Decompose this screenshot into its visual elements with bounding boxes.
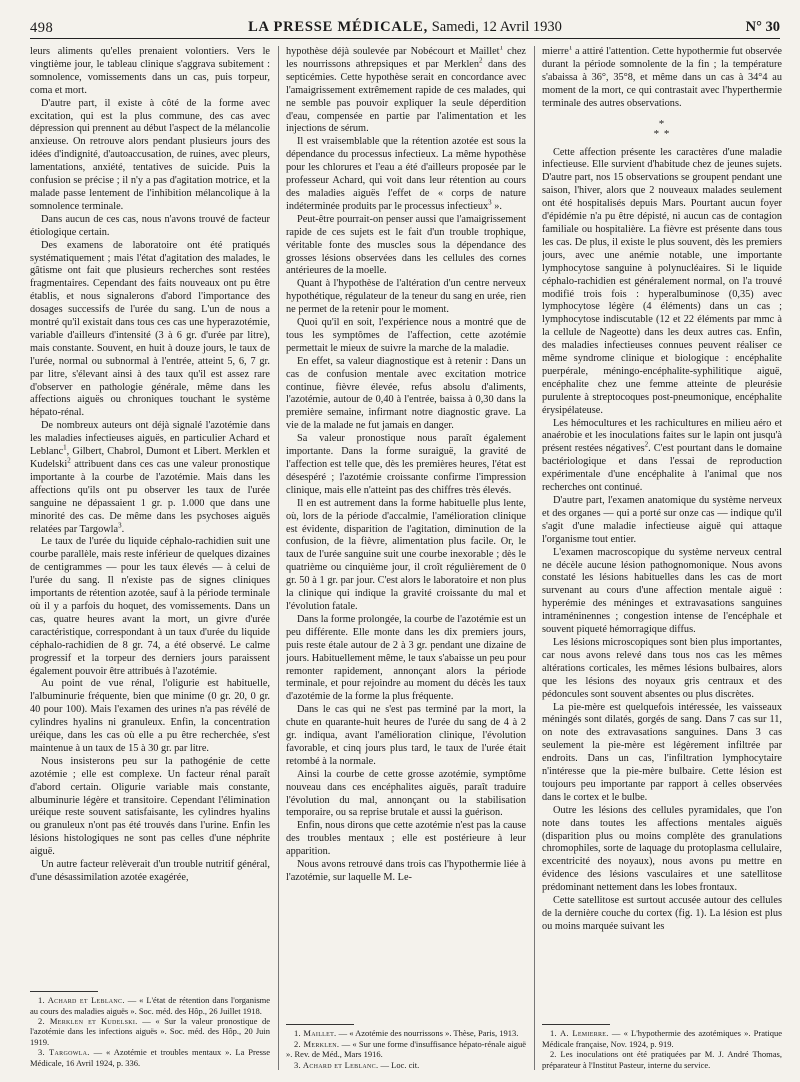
running-head [30,16,780,39]
paragraph: Dans aucun de ces cas, nous n'avons trouvé de facteur étiologique certain. [30,213,270,238]
paragraph: Cette satellitose est surtout accusée autour des cellules de la dernière couche du cortex (fig. 1). La lésion est plus ou moins marquée suivant les [542,895,782,932]
column-2 [286,46,526,1070]
paragraph: Ainsi la courbe de cette grosse azotémie, symptôme nouveau dans ces encéphalites aiguës, paraît traduire l'évolution du mal, annonçant ou la stabilisation temporaire, ou sa reprise brutale et aussi la guérison. [286,768,526,819]
footnote-author: 1. Achard et Leblanc. [38,995,125,1006]
paragraph: Cette affection présente les caractères d'une maladie infectieuse. Elle survient d'habitude chez de jeunes sujets. D'autre part, nos 15 observations se groupent pendant une saison, l'hiver, alors que 2 nouveaux malades seulement ont été hospitalisés depuis Mars. Pourtant aucun foyer d'épidémie n'a pu être dépisté, ni aucun cas de contagion familiale ou hospitalière. La fièvre est présente dans tous les cas. De plus, il existe le plus souvent, dès les premiers jours, avec une anémie notable, une importante lymphocytose sanguine à polynucléaires. Si le liquide céphalo-rachidien est généralement normal, on l'a trouvé modifié trois fois : hyperalbuminose (0,35) avec lymphocytose légère (4 éléments) dans un cas ; lymphocytose indiscutable (12 et 22 éléments par mmc à la cellule de Nageotte) dans les deux autres cas. Enfin, des maladies infectieuses connues peuvent réaliser ce même syndrome clinique et biologique : encéphalite puerpérale, méningo-encéphalite-syphilitique aiguë, encéphalite chez une femme atteinte de pleurésie purulente à streptocoques post-pneumonique, encéphalite érysipélateuse. [542,146,782,416]
footnote-call: 3 [118,521,122,530]
footnote-text: — « Azotémie des nourrissons ». Thèse, Paris, 1913. [336,1028,519,1039]
footnote-call: 3 [488,198,492,207]
paragraph: Un autre facteur relèverait d'un trouble nutritif général, d'une désassimilation azotée exagérée, [30,859,270,883]
text-run: Les hémocultures et les rachicultures en milieu aéro et anaérobie et les inoculations faites sur le lapin ont jusqu'à présent restées négatives [542,417,782,455]
footnote-text: — « Sur une forme d'insuffisance hépato-rénale aiguë ». Rev. de Méd., Mars 1916. [286,1038,526,1060]
paragraph: Enfin, nous dirons que cette azotémie n'est pas la cause des troubles mentaux ; elle est postérieure à leur apparition. [286,820,526,858]
page-number: 498 [30,20,54,36]
paragraph: En effet, sa valeur diagnostique est à retenir : Dans un cas de confusion mentale avec excitation motrice continue, fièvre élevée, refus absolu d'aliments, l'azotémie, autour de 0,40 à l'entrée, baissa à 0,30 dans la première semaine, infirmant notre diagnostic grave. La vie de la malade ne fut jamais en danger. [286,355,526,432]
footnote-call: 2 [644,440,649,449]
footnote-call: 1 [499,46,503,52]
paragraph: Dans le cas qui ne s'est pas terminé par la mort, la chute en quarante-huit heures de l'urée du sang de 4 à 2 gr. indiqua, avant l'amélioration clinique, l'évolution favorable, et cinq jours plus tard, le taux de l'urée était retombé à la normale. [286,704,526,767]
footnote: 2. Les inoculations ont été pratiquées par M. J. André Thomas, préparateur à l'Institut Pasteur, interne du service. [542,1049,782,1070]
text-run: hypothèse déjà soulevée par Nobécourt et Maillet [286,46,500,57]
column-1-body [30,46,270,885]
issue-number: N° 30 [745,19,780,35]
paragraph: Quant à l'hypothèse de l'altération d'un centre nerveux hypothétique, régulateur de la teneur du sang en urée, rien ne permet de la retenir pour le moment. [286,278,526,316]
paragraph: Nous insisterons peu sur la pathogénie de cette azotémie ; elle est complexe. Un facteur rénal paraît d'abord certain. Oligurie variable mais constante, albuminurie légère et transitoire. Cependant l'élimination uréique reste souvent satisfaisante, les cylindres hyalins ou granuleux n'ont pas été trouvés dans l'urine. Enfin les lésions histologiques ne sont pas celles d'une néphrite aiguë. [30,755,270,858]
footnote-rule [286,1024,354,1025]
text-run: ». [491,200,502,212]
paragraph: Sa valeur pronostique nous paraît également importante. Dans la forme suraiguë, la gravité de l'affection est telle que, dès les premières heures, l'état est désespéré ; l'azotémie croissante confirme l'impression clinique, mais elle n'atteint pas des chiffres très élevés. [286,433,526,496]
footnote-author: 1. A. Lemierre. [550,1028,609,1039]
paragraph: leurs aliments qu'elles prenaient volontiers. Vers le vingtième jour, le tableau clinique s'aggrava subitement : somnolence, vomissements dans un cas, puis torpeur, coma et mort. [30,46,270,96]
text-run: . [121,523,125,535]
footnote-text: — Loc. cit. [378,1059,420,1070]
footnote-author: 1. Maillet. [294,1028,337,1039]
column-3 [542,46,782,1070]
footnote-call: 1 [568,46,573,52]
text-run: attribuent dans ces cas une valeur pronostique importante à la courbe de l'azotémie. Mais dans les affections qu'ils ont pu observer les taux de l'urée sanguine ne dépassaient 1 gr. p. 1.000 que dans une minorité des cas. De même dans les psychoses aiguës relatées par Targowla [30,459,270,535]
paragraph [542,418,782,495]
paragraph: D'autre part, il existe à côté de la forme avec excitation, qui est la plus commune, des cas avec dépression qui prennent au début l'aspect de la mélancolie anxieuse. On retrouve alors pendant plusieurs jours des idées d'indignité, d'autoaccusation, de ruines, avec pleurs, lamentations, anxiété, tentatives de suicide. Puis la confusion se précise ; il n'y a pas d'agitation motrice, et la malade passe lentement de l'inhibition mélancolique à la somnolence terminale. [30,97,270,212]
footnote [286,1060,526,1070]
paragraph [30,420,270,536]
footnote [30,1047,270,1068]
footnote-call: 1 [63,443,67,452]
footnote-call: 2 [67,456,71,465]
text-run: . C'est pourtant dans le domaine bactériologique et dans l'essai de reproduction expérimentale d'une encéphalite à l'animal que nos recherches ont continué. [542,443,782,494]
text-run: mierre [542,46,569,57]
column-2-body [286,46,526,885]
footnote-text: — « Sur la valeur pronostique de l'azotémie dans les infections aiguës ». Soc. méd. des Hôp., 20 Juin 1919. [30,1015,270,1047]
paragraph: La pie-mère est quelquefois intéressée, les vaisseaux méningés sont dilatés, gorgés de sang. Dans 7 cas sur 11, on note des extravasations sanguines. Dans 3 cas seulement la pie-mère est légèrement infiltrée par endroits. Dans un cas, l'infiltration lymphocytaire n'intéresse que la pie-mère bulbaire. Cette lésion est toujours peu importante par rapport à celles observées dans le cortex et le bulbe. [542,701,782,803]
footnote-rule [30,991,98,992]
journal-name: LA PRESSE MÉDICALE, [248,19,429,35]
footnote [30,1016,270,1047]
paragraph [286,136,526,213]
text-run: Il est vraisemblable que la rétention azotée est sous la dépendance du processus infectieux. La même hypothèse pour les chlorures et l'eau a été d'ailleurs proposée par le professeur Achard, qui voit dans leur rétention au cours des maladies aiguës l'effet de « corps de nature indéterminée produits par le processus infectieux [286,136,526,212]
paragraph: D'autre part, l'examen anatomique du système nerveux et des organes — qui a porté sur onze cas — indique qu'il s'agit d'une maladie infectieuse aiguë qui attaque l'organisme tout entier. [542,495,782,545]
footnote-rule [542,1024,610,1025]
paragraph: Dans la forme prolongée, la courbe de l'azotémie est un peu différente. Elle monte dans les dix premiers jours, puis reste étale autour de 2 à 3 gr. pendant une dizaine de jours. Habituellement même, le taux s'abaisse un peu pour remonter rapidement, annonçant alors la période terminale, et pour rejoindre au moment du décès les taux d'azotémie de la forme la plus fréquente. [286,613,526,703]
footnote-text: — « Azotémie et troubles mentaux ». La Presse Médicale, 16 Avril 1924, p. 336. [30,1047,270,1068]
paragraph: Outre les lésions des cellules pyramidales, que l'on note dans toutes les affections mentales aiguës (disparition plus ou moins complète des granulations chromophiles, sorte de laquage du protoplasma cellulaire, excentricité des noyaux), nous avons pu mettre en évidence des lésions vasculaires et une satellitose prédominant nettement dans les lobes frontaux. [542,804,782,894]
column-divider [534,46,535,1070]
text-run: chez les nourrissons athrepsiques et par Merklen [286,46,526,70]
paragraph: Peut-être pourrait-on penser aussi que l'amaigrissement rapide de ces sujets est le fait d'un trouble trophique, véritable fonte des muscles sous la dépendance des grosses lésions observées dans les cellules des cornes antérieures de la moelle. [286,213,526,277]
footnote [286,1039,526,1060]
footnote [286,1028,526,1038]
column-divider [278,46,279,1070]
paragraph: Quoi qu'il en soit, l'expérience nous a montré que de tous les symptômes de l'affection, cette azotémie permettait le mieux de suivre la marche de la maladie. [286,317,526,354]
footnotes [30,991,270,1068]
footnote-text: — « L'état de rétention dans l'organisme au cours des maladies aiguës ». Soc. méd. des Hôp., 26 Juillet 1918. [30,995,270,1016]
issue-date: Samedi, 12 Avril 1930 [428,19,562,35]
paragraph: Des examens de laboratoire ont été pratiqués systématiquement ; mais l'état d'agitation des malades, le gâtisme ont fait que plusieurs recherches sont restées fragmentaires. Cependant des faits nouveaux ont pu être établis, et nous signalerons d'abord l'importance des dosages successifs de l'urée du sang. L'un de nous a montré qu'il existait dans tous ces cas une hyperazotémie, variable d'ailleurs d'intensité (3 à 6 gr. d'urée par litre), mais constante. Souvent, en huit à douze jours, le taux de l'urée, normal ou subnormal à l'entrée, atteint 5, 6, 7 gr. par litre, s'élevant ainsi à des taux qu'il est assez rare d'observer en pathologie générale, même dans les affections aiguës ou chroniques touchant le système hépato-rénal. [30,239,270,419]
section-asterism [542,119,782,139]
text-run: , Gilbert, Chabrol, Dumont et Libert. Merklen et Kudelski [30,446,270,470]
footnotes [542,1024,782,1070]
paragraph: Les lésions microscopiques sont bien plus importantes, car nous avons relevé dans tous nos cas les mêmes altérations corticales, les mêmes lésions bulbaires, alors que les lésions des noyaux gris centraux et des pédoncules sont souvent absentes ou plus discrètes. [542,636,782,700]
footnote-text: — « L'hypothermie des azotémiques ». Pratique Médicale française, Nov. 1924, p. 919. [542,1028,782,1049]
paragraph [542,46,782,111]
text-run: dans des septicémies. Cette hypothèse serait en concordance avec l'amaigrissement extrêmement rapide de ces malades, qui ne semble pas pouvoir expliquer la seule déperdition d'eau, compensée en partie par l'alimentation et les injections de sérum. [286,58,526,135]
footnote-author: 3. Achard et Leblanc. [294,1059,379,1070]
text-run: De nombreux auteurs ont déjà signalé l'azotémie dans les maladies infectieuses aiguës, en particulier Achard et Leblanc [30,420,270,458]
footnote [542,1028,782,1049]
paragraph: Il en est autrement dans la forme habituelle plus lente, où, lors de la période d'accalmie, l'amélioration clinique est évidente, disparition de l'agitation, diminution de la confusion, de la fièvre, alimentation plus facile. Or, le taux de l'urée sanguine suit une courbe inexorable ; dès le quatrième ou cinquième jour, il croît régulièrement de 0 gr. 50 à 1 gr. par jour. C'est alors le laboratoire et non plus la clinique qui indique la gravité croissante du mal et l'évolution fatale. [286,497,526,612]
text-columns [30,46,780,1070]
footnote-call: 2 [479,56,483,65]
paragraph: Le taux de l'urée du liquide céphalo-rachidien suit une courbe parallèle, mais reste inférieur de quelques dizaines de centigrammes — pour les taux élevés — à celui de l'urée du sang. Il n'existe pas de signes cliniques importants de rétention azotée, sauf à la période terminale où il y a parfois du hoquet, des vomissements. Dans un cas, quatre heures avant la mort, un givre d'urée caractéristique, correspondant à un taux d'urée du liquide céphalo-rachidien de 8 gr. 74, a été observé. Le calme progressif et la torpeur des derniers jours paraissent également pouvoir être attribués à l'azotémie. [30,536,270,677]
paragraph: Au point de vue rénal, l'oligurie est habituelle, l'albuminurie fréquente, bien que minime (0 gr. 20, 0 gr. 40 pour 100). Mais l'examen des urines n'a pas révélé de cylindres hyalins ni granuleux. Enfin, la concentration uréique, dans les cas où elle a pu être recherchée, s'est maintenue à un taux de 15 à 30 gr. par litre. [30,678,270,754]
paragraph [286,46,526,136]
header-title [30,19,780,36]
paragraph: L'examen macroscopique du système nerveux central ne décèle aucune lésion pathognomonique. Nous avons constaté les lésions habituelles dans les cas de mort survenant au cours d'une affection mentale aiguë : hyperémie des méninges et extravasations sanguines intraméninennes ; congestion intense de l'encéphale et souvent piqueté hémorragique diffus. [542,546,782,636]
column-3-body [542,46,782,934]
footnote-author: 2. Merklen. [294,1038,340,1049]
footnote-author: 2. Merklen et Kudelski. [38,1015,138,1026]
footnote-author: 3. Targowla. [38,1047,90,1058]
column-1 [30,46,270,1070]
asterism-top: * [658,117,666,130]
text-run: a attiré l'attention. Cette hypothermie fut observée durant la période somnolente de la fin ; la température s'abaissa à 36°, 35°8, et même dans un cas à 34°4 au moment de la mort, ce qui contrastait avec l'hyperthermie terminale des autres observations. [542,46,782,109]
footnotes [286,1024,526,1070]
footnote [30,995,270,1016]
asterism-bottom: * * [653,127,671,140]
paragraph: Nous avons retrouvé dans trois cas l'hypothermie liée à l'azotémie, sur laquelle M. Le- [286,859,526,883]
